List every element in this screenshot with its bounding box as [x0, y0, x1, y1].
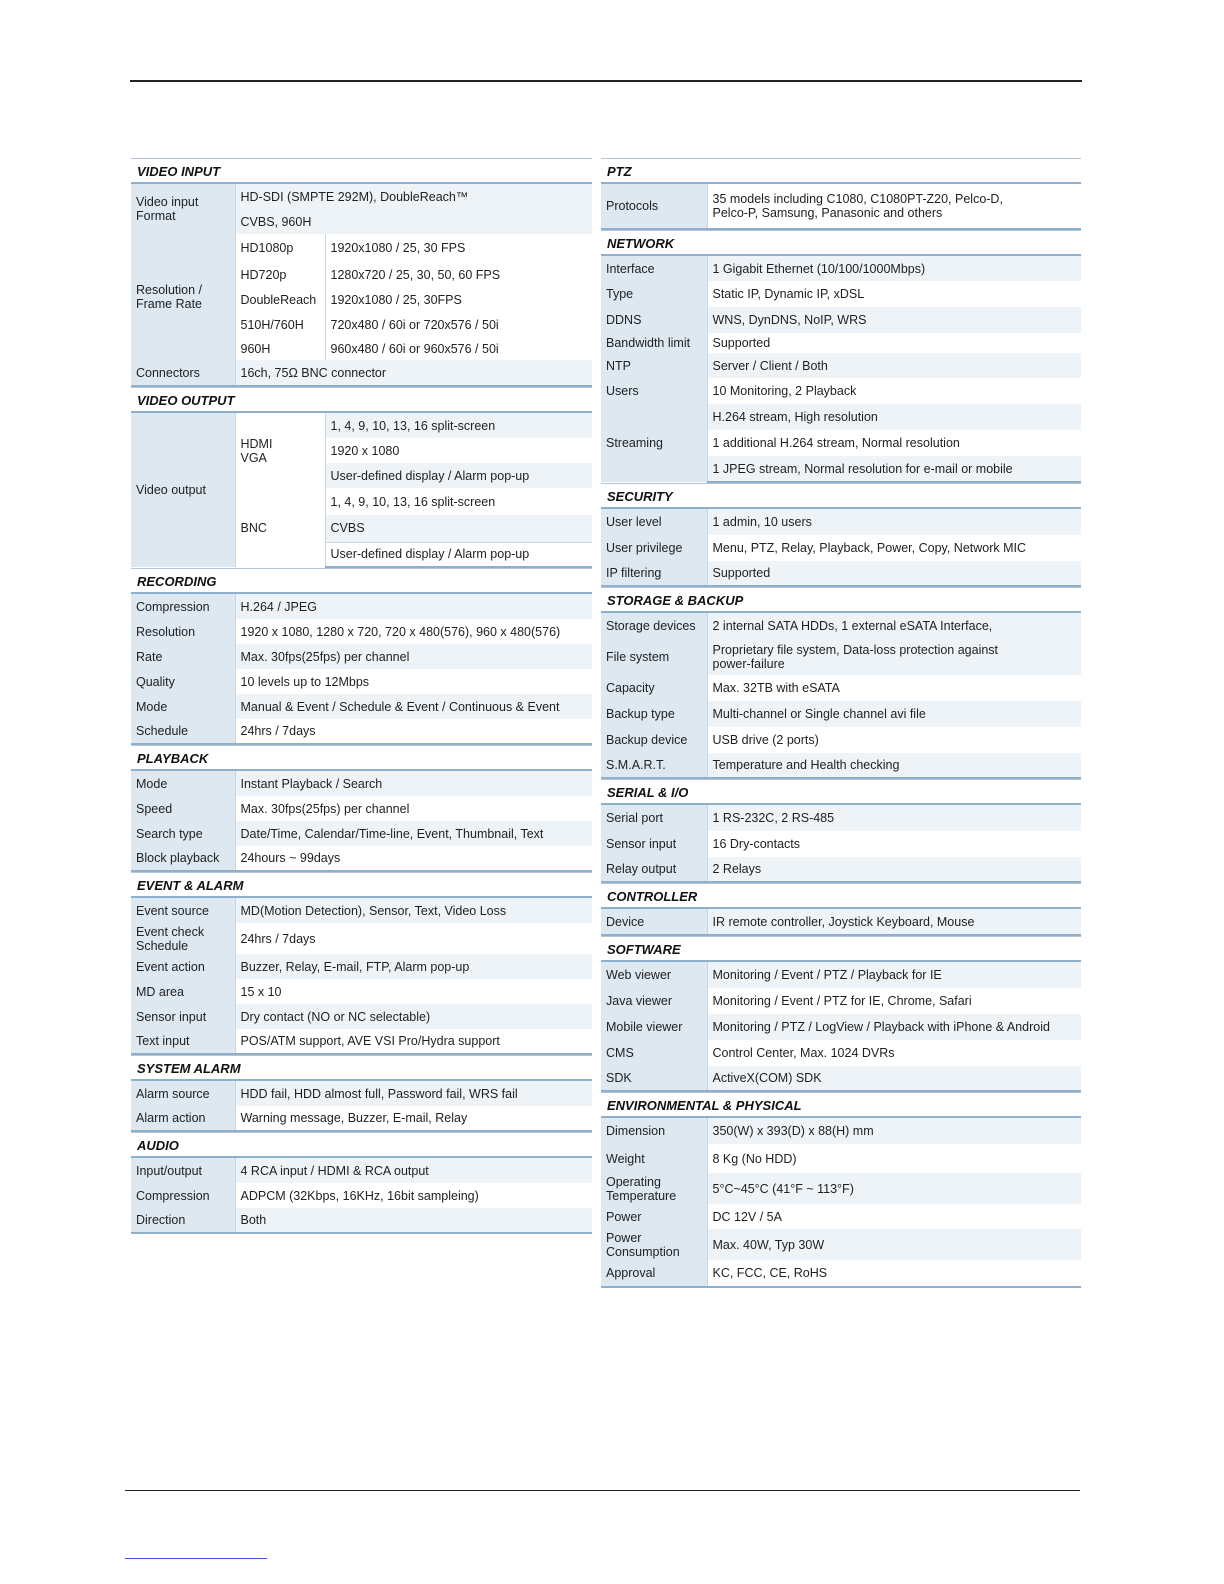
serial-io-table — [601, 805, 1081, 883]
row-label: Dimension — [601, 1118, 707, 1144]
row-value: 16 Dry-contacts — [707, 831, 1081, 857]
row-value: Dry contact (NO or NC selectable) — [235, 1004, 592, 1029]
section-title-audio: AUDIO — [131, 1132, 592, 1158]
row-label: Compression — [131, 594, 235, 619]
row-label: Resolution / Frame Rate — [131, 234, 235, 360]
format-value: 1280x720 / 25, 30, 50, 60 FPS — [325, 262, 592, 287]
section-title-recording: RECORDING — [131, 568, 592, 594]
row-value: 1 RS-232C, 2 RS-485 — [707, 805, 1081, 831]
row-value: Control Center, Max. 1024 DVRs — [707, 1040, 1081, 1066]
section-title-environmental-physical: ENVIRONMENTAL & PHYSICAL — [601, 1092, 1081, 1118]
row-value: Max. 40W, Typ 30W — [707, 1229, 1081, 1260]
format-value: 720x480 / 60i or 720x576 / 50i — [325, 312, 592, 337]
row-value: IR remote controller, Joystick Keyboard, Mouse — [707, 909, 1081, 935]
controller-table — [601, 909, 1081, 936]
row-label: Device — [601, 909, 707, 935]
row-value: Date/Time, Calendar/Time-line, Event, Thumbnail, Text — [235, 821, 592, 846]
row-label: DDNS — [601, 307, 707, 333]
row-value: 2 internal SATA HDDs, 1 external eSATA Interface, — [707, 613, 1081, 639]
row-label: Direction — [131, 1208, 235, 1233]
row-label: Sensor input — [601, 831, 707, 857]
output-item: 1, 4, 9, 10, 13, 16 split-screen — [325, 413, 592, 438]
row-label: Streaming — [601, 404, 707, 482]
row-label: Backup type — [601, 701, 707, 727]
row-value: Warning message, Buzzer, E-mail, Relay — [235, 1106, 592, 1131]
format-name: 960H — [235, 337, 325, 360]
network-table — [601, 256, 1081, 483]
row-value: Multi-channel or Single channel avi file — [707, 701, 1081, 727]
row-value: Max. 32TB with eSATA — [707, 675, 1081, 701]
row-value: WNS, DynDNS, NoIP, WRS — [707, 307, 1081, 333]
format-value: 1920x1080 / 25, 30 FPS — [325, 234, 592, 262]
section-title-event-alarm: EVENT & ALARM — [131, 872, 592, 898]
output-group-name: HDMI VGA — [235, 413, 325, 488]
row-value: 15 x 10 — [235, 979, 592, 1004]
row-label: IP filtering — [601, 561, 707, 586]
spec-column-left — [131, 158, 592, 1234]
row-value: H.264 / JPEG — [235, 594, 592, 619]
row-label: MD area — [131, 979, 235, 1004]
row-value: 8 Kg (No HDD) — [707, 1144, 1081, 1173]
software-table — [601, 962, 1081, 1092]
row-label: Input/output — [131, 1158, 235, 1183]
section-title-playback: PLAYBACK — [131, 745, 592, 771]
row-label: NTP — [601, 353, 707, 378]
row-value: 10 levels up to 12Mbps — [235, 669, 592, 694]
row-value: 24hours ~ 99days — [235, 846, 592, 871]
section-title-security: SECURITY — [601, 483, 1081, 509]
row-label: Weight — [601, 1144, 707, 1173]
row-label: Bandwidth limit — [601, 333, 707, 353]
row-label: Backup device — [601, 727, 707, 753]
row-label: Storage devices — [601, 613, 707, 639]
row-value: Max. 30fps(25fps) per channel — [235, 644, 592, 669]
row-label: Type — [601, 281, 707, 307]
footer-link-underline — [125, 1558, 267, 1559]
row-label: Event action — [131, 954, 235, 979]
event-alarm-table — [131, 898, 592, 1055]
row-label: CMS — [601, 1040, 707, 1066]
ptz-table — [601, 184, 1081, 230]
row-label: Event source — [131, 898, 235, 923]
security-table — [601, 509, 1081, 587]
output-item: CVBS — [325, 515, 592, 542]
row-value: Monitoring / PTZ / LogView / Playback with iPhone & Android — [707, 1014, 1081, 1040]
row-value: MD(Motion Detection), Sensor, Text, Video Loss — [235, 898, 592, 923]
row-value: 1 Gigabit Ethernet (10/100/1000Mbps) — [707, 256, 1081, 281]
row-value: KC, FCC, CE, RoHS — [707, 1260, 1081, 1287]
row-label: Speed — [131, 796, 235, 821]
row-label: Event check Schedule — [131, 923, 235, 954]
environmental-physical-table — [601, 1118, 1081, 1288]
row-value: Instant Playback / Search — [235, 771, 592, 796]
row-value: Max. 30fps(25fps) per channel — [235, 796, 592, 821]
row-label: File system — [601, 639, 707, 675]
row-value: DC 12V / 5A — [707, 1204, 1081, 1229]
format-value: 960x480 / 60i or 960x576 / 50i — [325, 337, 592, 360]
section-title-system-alarm: SYSTEM ALARM — [131, 1055, 592, 1081]
section-title-video-input: VIDEO INPUT — [131, 158, 592, 184]
row-label: Resolution — [131, 619, 235, 644]
section-title-serial-io: SERIAL & I/O — [601, 779, 1081, 805]
row-value: Both — [235, 1208, 592, 1233]
row-value: Manual & Event / Schedule & Event / Continuous & Event — [235, 694, 592, 719]
row-value: 10 Monitoring, 2 Playback — [707, 378, 1081, 404]
row-label: Quality — [131, 669, 235, 694]
section-title-video-output: VIDEO OUTPUT — [131, 387, 592, 413]
row-value: HD-SDI (SMPTE 292M), DoubleReach™ — [235, 184, 592, 209]
row-value: 5°C~45°C (41°F ~ 113°F) — [707, 1173, 1081, 1204]
row-value: 350(W) x 393(D) x 88(H) mm — [707, 1118, 1081, 1144]
row-value: Temperature and Health checking — [707, 753, 1081, 778]
row-label: Alarm source — [131, 1081, 235, 1106]
storage-backup-table — [601, 613, 1081, 779]
row-value: 35 models including C1080, C1080PT-Z20, Pelco-D, Pelco-P, Samsung, Panasonic and others — [707, 184, 1081, 229]
row-label: Mobile viewer — [601, 1014, 707, 1040]
row-label: User privilege — [601, 535, 707, 561]
row-value: 1 JPEG stream, Normal resolution for e-mail or mobile — [707, 456, 1081, 482]
row-value: 24hrs / 7days — [235, 923, 592, 954]
row-value: Server / Client / Both — [707, 353, 1081, 378]
row-label: Search type — [131, 821, 235, 846]
format-name: 510H/760H — [235, 312, 325, 337]
row-label: Connectors — [131, 360, 235, 386]
row-label: Video output — [131, 413, 235, 567]
row-value: Monitoring / Event / PTZ for IE, Chrome, Safari — [707, 988, 1081, 1014]
row-label: Users — [601, 378, 707, 404]
playback-table — [131, 771, 592, 872]
row-value: 2 Relays — [707, 857, 1081, 882]
row-label: Compression — [131, 1183, 235, 1208]
audio-table — [131, 1158, 592, 1234]
row-label: Text input — [131, 1029, 235, 1054]
row-label: Relay output — [601, 857, 707, 882]
section-title-storage-backup: STORAGE & BACKUP — [601, 587, 1081, 613]
row-value: USB drive (2 ports) — [707, 727, 1081, 753]
row-label: Java viewer — [601, 988, 707, 1014]
format-name: HD720p — [235, 262, 325, 287]
row-label: Protocols — [601, 184, 707, 229]
output-item: User-defined display / Alarm pop-up — [325, 542, 592, 567]
row-label: Block playback — [131, 846, 235, 871]
recording-table — [131, 594, 592, 745]
row-label: Power Consumption — [601, 1229, 707, 1260]
row-label: Rate — [131, 644, 235, 669]
row-value: Supported — [707, 333, 1081, 353]
row-label: Schedule — [131, 719, 235, 744]
section-title-controller: CONTROLLER — [601, 883, 1081, 909]
row-label: Serial port — [601, 805, 707, 831]
row-value: 16ch, 75Ω BNC connector — [235, 360, 592, 386]
video-output-table — [131, 413, 592, 568]
row-value: 4 RCA input / HDMI & RCA output — [235, 1158, 592, 1183]
row-value: HDD fail, HDD almost full, Password fail, WRS fail — [235, 1081, 592, 1106]
row-value: Monitoring / Event / PTZ / Playback for IE — [707, 962, 1081, 988]
row-label: Interface — [601, 256, 707, 281]
row-value: 1 additional H.264 stream, Normal resolution — [707, 430, 1081, 456]
section-title-ptz: PTZ — [601, 158, 1081, 184]
row-label: Operating Temperature — [601, 1173, 707, 1204]
spec-column-right — [601, 158, 1081, 1288]
section-title-software: SOFTWARE — [601, 936, 1081, 962]
row-value: Buzzer, Relay, E-mail, FTP, Alarm pop-up — [235, 954, 592, 979]
footer-rule — [125, 1490, 1080, 1491]
row-value: POS/ATM support, AVE VSI Pro/Hydra support — [235, 1029, 592, 1054]
row-value: ActiveX(COM) SDK — [707, 1066, 1081, 1091]
row-value: 1920 x 1080, 1280 x 720, 720 x 480(576), 960 x 480(576) — [235, 619, 592, 644]
row-label: Approval — [601, 1260, 707, 1287]
output-group-name: BNC — [235, 488, 325, 567]
row-label: Alarm action — [131, 1106, 235, 1131]
row-value: H.264 stream, High resolution — [707, 404, 1081, 430]
header-rule — [130, 80, 1082, 82]
row-label: User level — [601, 509, 707, 535]
row-value: Proprietary file system, Data-loss protection against power-failure — [707, 639, 1081, 675]
row-label: Web viewer — [601, 962, 707, 988]
format-value: 1920x1080 / 25, 30FPS — [325, 287, 592, 312]
row-value: ADPCM (32Kbps, 16KHz, 16bit sampleing) — [235, 1183, 592, 1208]
row-label: S.M.A.R.T. — [601, 753, 707, 778]
video-input-table — [131, 184, 592, 387]
output-item: User-defined display / Alarm pop-up — [325, 463, 592, 488]
row-value: 1 admin, 10 users — [707, 509, 1081, 535]
row-label: Mode — [131, 694, 235, 719]
system-alarm-table — [131, 1081, 592, 1132]
row-label: SDK — [601, 1066, 707, 1091]
row-label: Sensor input — [131, 1004, 235, 1029]
row-label: Mode — [131, 771, 235, 796]
output-item: 1, 4, 9, 10, 13, 16 split-screen — [325, 488, 592, 515]
row-label: Capacity — [601, 675, 707, 701]
row-value: Menu, PTZ, Relay, Playback, Power, Copy, Network MIC — [707, 535, 1081, 561]
row-value: 24hrs / 7days — [235, 719, 592, 744]
section-title-network: NETWORK — [601, 230, 1081, 256]
format-name: DoubleReach — [235, 287, 325, 312]
row-value: CVBS, 960H — [235, 209, 592, 234]
output-item: 1920 x 1080 — [325, 438, 592, 463]
row-value: Supported — [707, 561, 1081, 586]
row-label: Power — [601, 1204, 707, 1229]
row-value: Static IP, Dynamic IP, xDSL — [707, 281, 1081, 307]
row-label: Video input Format — [131, 184, 235, 234]
format-name: HD1080p — [235, 234, 325, 262]
